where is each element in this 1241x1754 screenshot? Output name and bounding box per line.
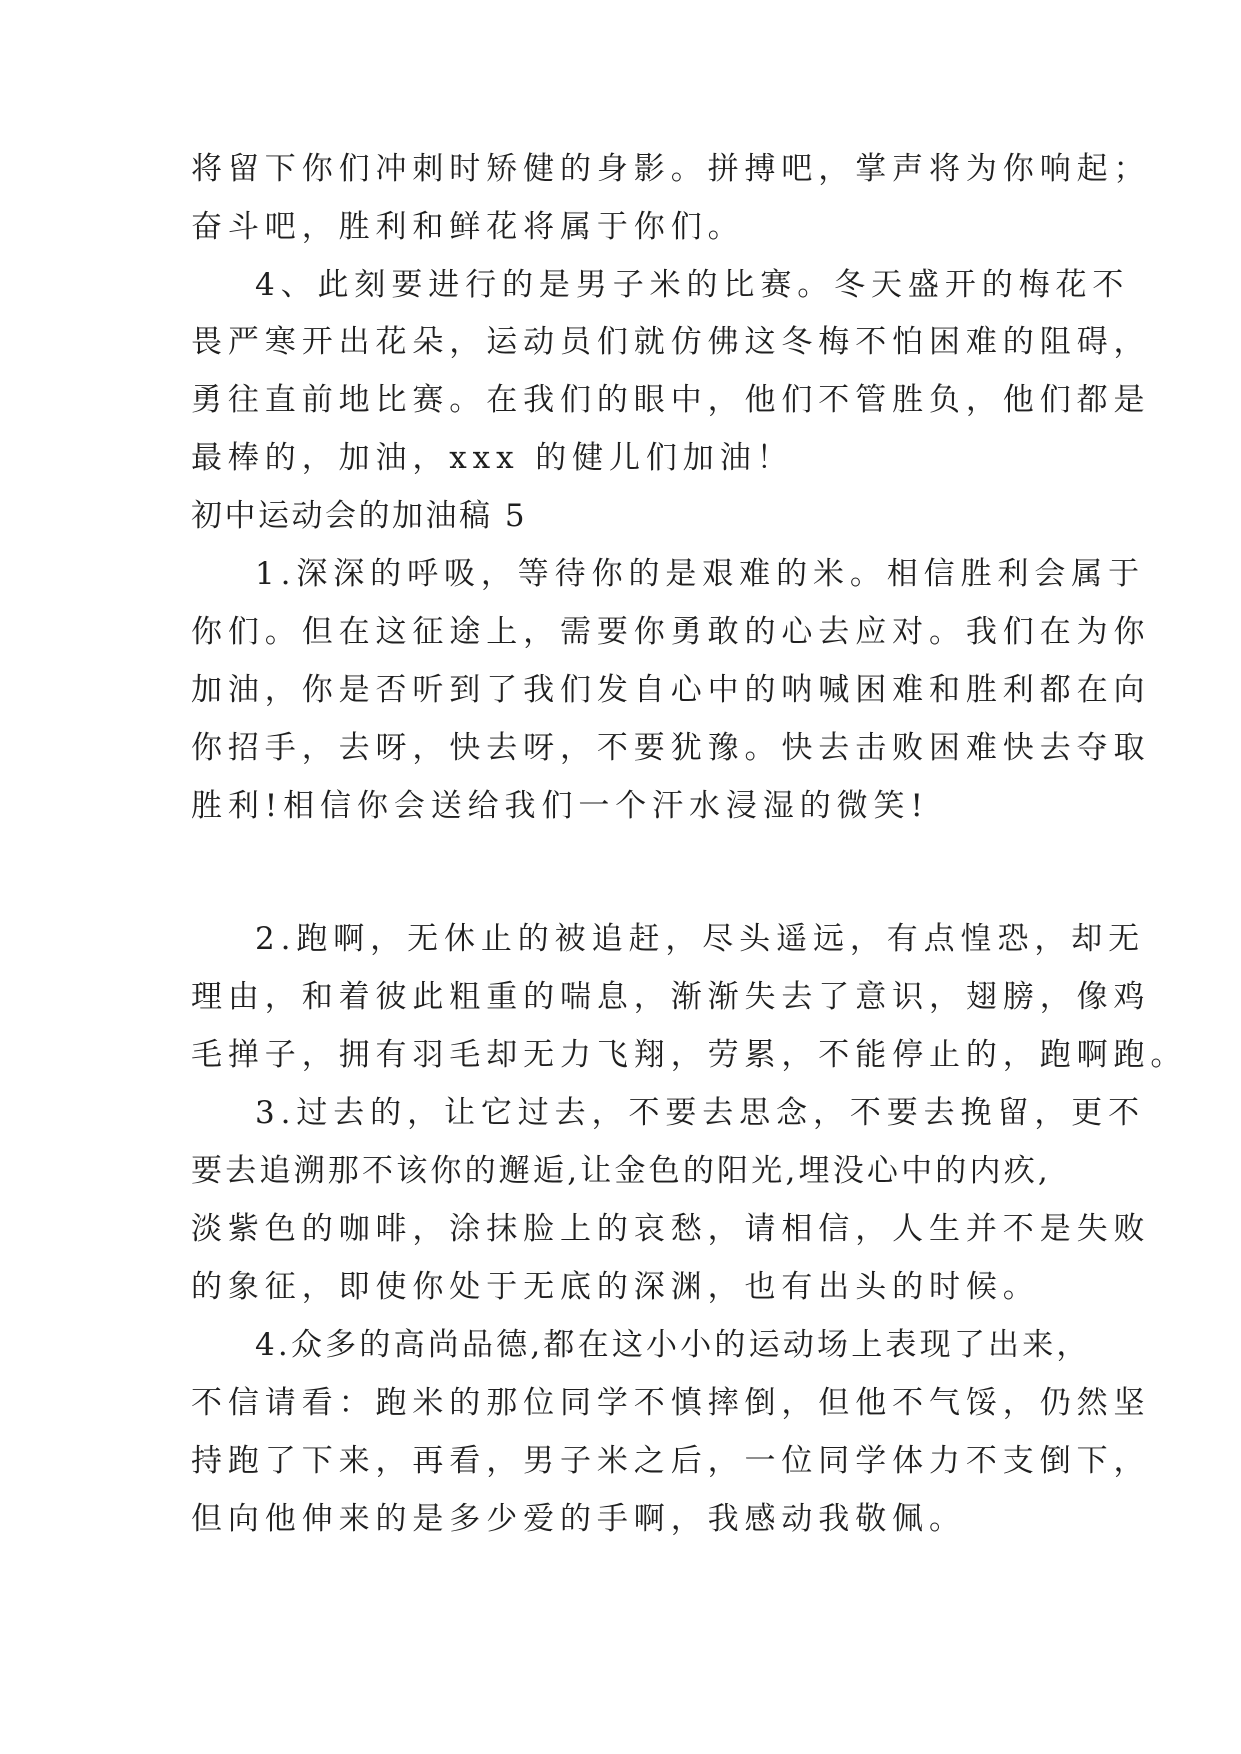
paragraph-2-start: 2.跑啊，无休止的被追赶，尽头遥远，有点惶恐，却无 xyxy=(255,921,1146,957)
paragraph-3-start: 3.过去的，让它过去，不要去思念，不要去挽留，更不 xyxy=(255,1095,1146,1131)
text-line: 奋斗吧，胜利和鲜花将属于你们。 xyxy=(191,209,745,245)
text-line: 毛掸子，拥有羽毛却无力飞翔，劳累，不能停止的，跑啊跑。 xyxy=(191,1037,1188,1073)
text-line: 的象征，即使你处于无底的深渊，也有出头的时候。 xyxy=(191,1269,1040,1305)
text-line: 理由，和着彼此粗重的喘息，渐渐失去了意识，翅膀，像鸡 xyxy=(191,979,1151,1015)
text-line: 淡紫色的咖啡，涂抹脸上的哀愁，请相信，人生并不是失败 xyxy=(191,1211,1151,1247)
text-line: 你们。但在这征途上，需要你勇敢的心去应对。我们在为你 xyxy=(191,614,1151,650)
text-line: 持跑了下来，再看，男子米之后，一位同学体力不支倒下， xyxy=(191,1443,1151,1479)
text-line: 将留下你们冲刺时矫健的身影。拼搏吧，掌声将为你响起； xyxy=(191,151,1151,187)
text-line: 加油，你是否听到了我们发自心中的呐喊困难和胜利都在向 xyxy=(191,672,1151,708)
paragraph-4b-start: 4.众多的高尚品德,都在这小小的运动场上表现了出来， xyxy=(255,1327,1091,1363)
section-heading: 初中运动会的加油稿 5 xyxy=(191,498,528,534)
text-line: 要去追溯那不该你的邂逅,让金色的阳光,埋没心中的内疚, xyxy=(191,1153,1051,1189)
paragraph-4-start: 4、此刻要进行的是男子米的比赛。冬天盛开的梅花不 xyxy=(255,267,1130,303)
paragraph-1-start: 1.深深的呼吸，等待你的是艰难的米。相信胜利会属于 xyxy=(255,556,1146,592)
text-line: 胜利!相信你会送给我们一个汗水浸湿的微笑! xyxy=(191,788,929,824)
text-line: 畏严寒开出花朵，运动员们就仿佛这冬梅不怕困难的阻碍， xyxy=(191,324,1151,360)
text-line: 你招手，去呀，快去呀，不要犹豫。快去击败困难快去夺取 xyxy=(191,730,1151,766)
text-line: 勇往直前地比赛。在我们的眼中，他们不管胜负，他们都是 xyxy=(191,382,1151,418)
text-line: 最棒的，加油，xxx 的健儿们加油！ xyxy=(191,440,794,476)
text-line: 但向他伸来的是多少爱的手啊，我感动我敬佩。 xyxy=(191,1501,966,1537)
text-line: 不信请看：跑米的那位同学不慎摔倒，但他不气馁，仍然坚 xyxy=(191,1385,1151,1421)
